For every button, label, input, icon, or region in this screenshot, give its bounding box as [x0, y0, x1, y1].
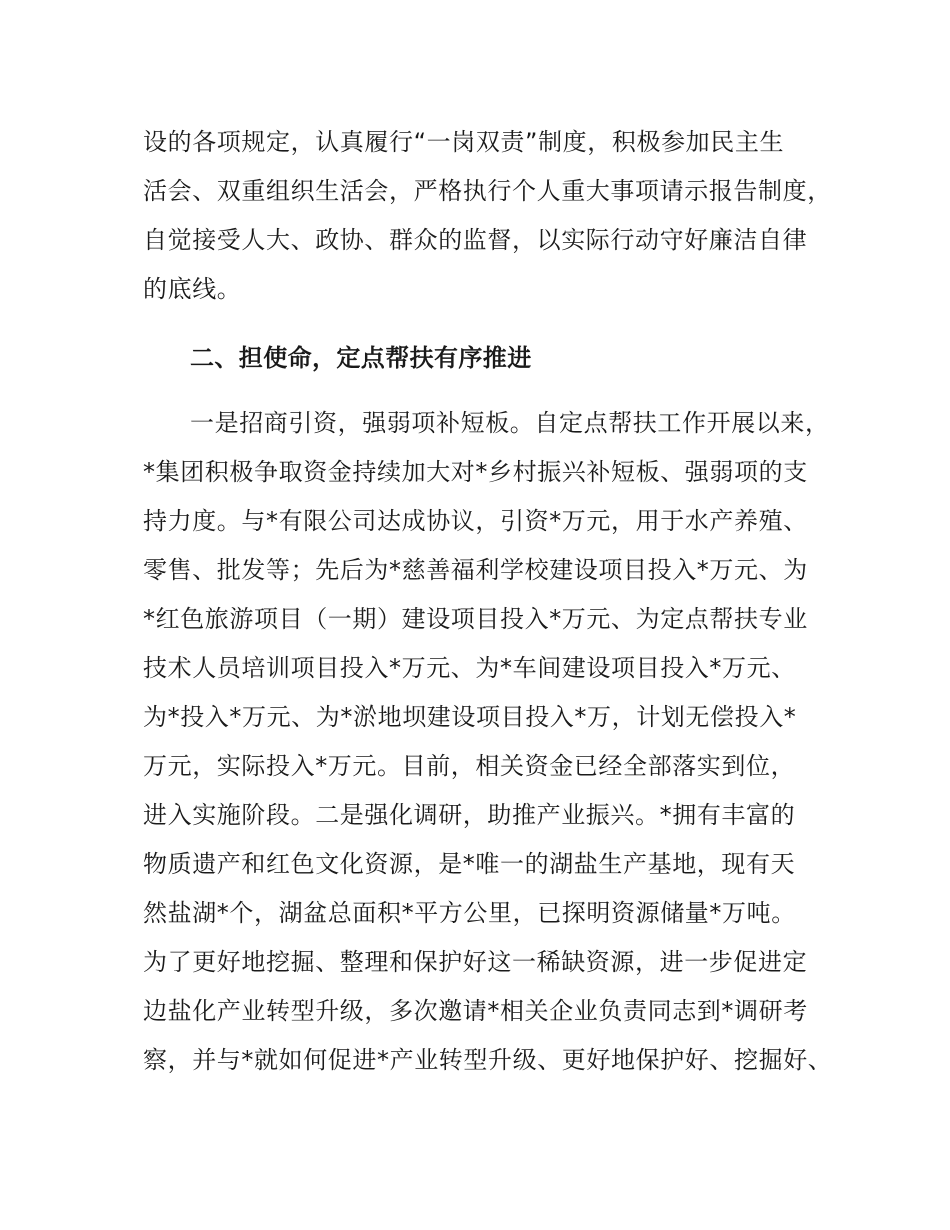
- body-text-line: 设的各项规定，认真履行“一岗双责”制度，积极参加民主生: [143, 128, 785, 156]
- body-text-line: 万元，实际投入*万元。目前，相关资金已经全部落实到位，: [143, 752, 796, 780]
- body-text-line: 零售、批发等；先后为*慈善福利学校建设项目投入*万元、为: [143, 556, 808, 584]
- body-text-line: 为了更好地挖掘、整理和保护好这一稀缺资源，进一步促进定: [143, 948, 808, 976]
- body-text-line: 边盐化产业转型升级，多次邀请*相关企业负责同志到*调研考: [143, 997, 808, 1025]
- body-text-line: 自觉接受人大、政协、群众的监督，以实际行动守好廉洁自律: [143, 226, 808, 254]
- body-text-line: 察，并与*就如何促进*产业转型升级、更好地保护好、挖掘好、: [143, 1046, 833, 1074]
- paragraph-first-line: 一是招商引资，强弱项补短板。自定点帮扶工作开展以来，: [190, 409, 830, 437]
- body-text-line: 物质遗产和红色文化资源，是*唯一的湖盐生产基地，现有天: [143, 850, 796, 878]
- body-text-line: 然盐湖*个，湖盆总面积*平方公里，已探明资源储量*万吨。: [143, 899, 796, 927]
- body-text-line: 活会、双重组织生活会，严格执行个人重大事项请示报告制度，: [143, 177, 832, 205]
- body-text-line: 的底线。: [143, 275, 242, 303]
- body-text-line: *红色旅游项目（一期）建设项目投入*万元、为定点帮扶专业: [143, 605, 808, 633]
- body-text-line: 持力度。与*有限公司达成协议，引资*万元，用于水产养殖、: [143, 507, 808, 535]
- body-text-line: 技术人员培训项目投入*万元、为*车间建设项目投入*万元、: [143, 654, 796, 682]
- body-text-line: *集团积极争取资金持续加大对*乡村振兴补短板、强弱项的支: [143, 458, 808, 486]
- section-heading: 二、担使命，定点帮扶有序推进: [190, 344, 532, 372]
- body-text-line: 为*投入*万元、为*淤地坝建设项目投入*万，计划无偿投入*: [143, 703, 797, 731]
- body-text-line: 进入实施阶段。二是强化调研，助推产业振兴。*拥有丰富的: [143, 801, 796, 829]
